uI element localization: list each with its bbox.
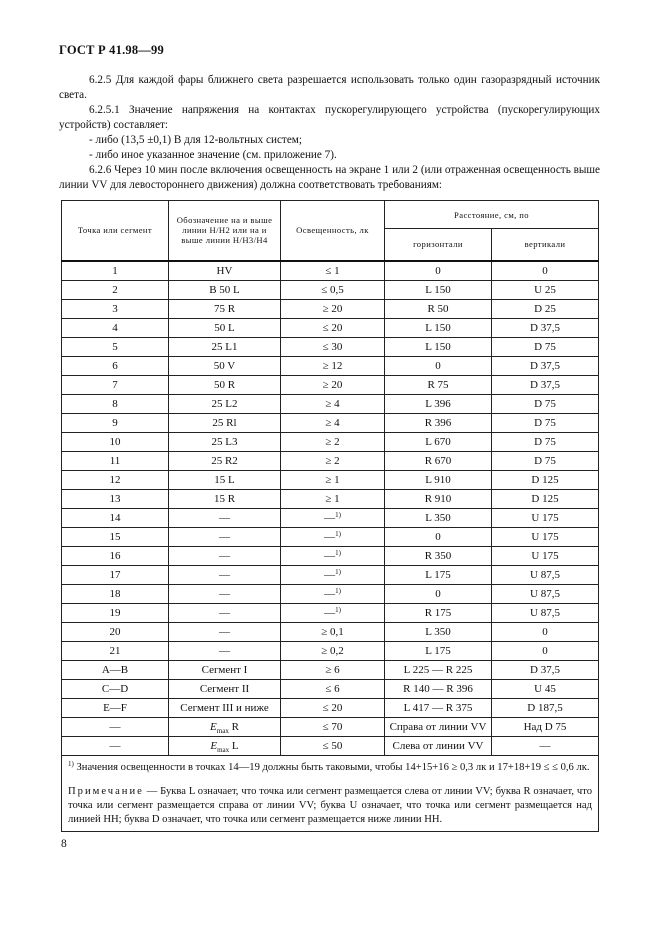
cell-vertical: D 75 [492, 451, 599, 470]
table-row [62, 318, 599, 337]
footnote-ref: 1) [335, 586, 341, 595]
cell-point: 17 [62, 565, 169, 584]
table-row [62, 489, 599, 508]
cell-horizontal: L 417 — R 375 [385, 698, 492, 717]
header-designation: Обозначение на и выше линии H/H2 или на и выше линии H/H3/H4 [169, 201, 281, 261]
header-vertical: вертикали [492, 229, 599, 261]
paragraph-6-2-6: 6.2.6 Через 10 мин после включения освещенность на экране 1 или 2 (или отраженная освещенность выше линии VV для левостороннего движения) должна соответствовать требованиям: [59, 164, 600, 191]
cell-point: — [62, 736, 169, 755]
footnote-ref: 1) [335, 529, 341, 538]
cell-point: 2 [62, 280, 169, 299]
table-row [62, 622, 599, 641]
table-row [62, 375, 599, 394]
paragraph-list-item-1: - либо (13,5 ±0,1) В для 12-вольтных систем; [89, 134, 302, 146]
cell-vertical: D 125 [492, 489, 599, 508]
table-row [62, 565, 599, 584]
illuminance-value: — [324, 606, 336, 619]
table-row [62, 508, 599, 527]
table-row [62, 679, 599, 698]
cell-illuminance: ≤ 70 [281, 717, 385, 736]
footnote-ref: 1) [335, 510, 341, 519]
cell-point: 15 [62, 527, 169, 546]
footnote [68, 761, 592, 775]
note-label: Примечание [68, 785, 144, 797]
cell-designation: B 50 L [169, 280, 281, 299]
cell-vertical: U 175 [492, 508, 599, 527]
cell-horizontal: R 75 [385, 375, 492, 394]
cell-point: A—B [62, 660, 169, 679]
table-row [62, 413, 599, 432]
cell-designation: HV [169, 261, 281, 281]
cell-vertical: D 25 [492, 299, 599, 318]
cell-vertical: U 87,5 [492, 565, 599, 584]
cell-horizontal: R 910 [385, 489, 492, 508]
cell-illuminance [281, 527, 385, 546]
table-row [62, 356, 599, 375]
cell-designation: Сегмент II [169, 679, 281, 698]
cell-point: C—D [62, 679, 169, 698]
illuminance-value: — [324, 568, 336, 581]
cell-vertical: D 37,5 [492, 318, 599, 337]
cell-designation [169, 717, 281, 736]
cell-designation: 25 L1 [169, 337, 281, 356]
cell-vertical: U 45 [492, 679, 599, 698]
cell-vertical: U 175 [492, 527, 599, 546]
cell-point: 7 [62, 375, 169, 394]
cell-designation [169, 736, 281, 755]
cell-illuminance: ≥ 2 [281, 432, 385, 451]
note-text: — Буква L означает, что точка или сегмент размещается слева от линии VV; буква R означает, что точка или сегмент размещается справа от линии VV; буква U означает, что точка или сегмент размещается над линией HH; буква D означает, что точка или сегмент размещается ниже линии HH. [68, 785, 592, 825]
cell-vertical: U 25 [492, 280, 599, 299]
cell-horizontal: 0 [385, 584, 492, 603]
cell-designation: 15 L [169, 470, 281, 489]
cell-vertical: D 75 [492, 394, 599, 413]
table-row [62, 698, 599, 717]
table-row [62, 736, 599, 755]
cell-horizontal: L 225 — R 225 [385, 660, 492, 679]
cell-designation: 75 R [169, 299, 281, 318]
cell-illuminance: ≥ 20 [281, 299, 385, 318]
cell-designation: 50 R [169, 375, 281, 394]
emax-side: L [231, 739, 239, 752]
cell-point: 3 [62, 299, 169, 318]
cell-illuminance [281, 508, 385, 527]
cell-designation: — [169, 546, 281, 565]
cell-vertical: 0 [492, 641, 599, 660]
table-row [62, 299, 599, 318]
paragraph-6-2-5: 6.2.5 Для каждой фары ближнего света разрешается использовать только один газоразрядный источник света. [59, 74, 600, 101]
cell-horizontal: R 140 — R 396 [385, 679, 492, 698]
cell-horizontal: L 175 [385, 565, 492, 584]
table-row [62, 451, 599, 470]
illuminance-value: — [324, 530, 336, 543]
cell-vertical: U 87,5 [492, 603, 599, 622]
paragraph-list-item-2: - либо иное указанное значение (см. приложение 7). [89, 149, 337, 161]
cell-illuminance: ≥ 1 [281, 470, 385, 489]
cell-point: 14 [62, 508, 169, 527]
cell-illuminance [281, 584, 385, 603]
cell-illuminance: ≤ 20 [281, 318, 385, 337]
cell-designation: 15 R [169, 489, 281, 508]
document-header: ГОСТ Р 41.98—99 [59, 43, 164, 57]
cell-point: 9 [62, 413, 169, 432]
cell-designation: — [169, 641, 281, 660]
cell-vertical: D 37,5 [492, 660, 599, 679]
cell-point: 12 [62, 470, 169, 489]
cell-horizontal: L 150 [385, 280, 492, 299]
cell-horizontal: R 670 [385, 451, 492, 470]
cell-horizontal: L 150 [385, 337, 492, 356]
table-row [62, 470, 599, 489]
cell-designation: Сегмент III и ниже [169, 698, 281, 717]
cell-horizontal: 0 [385, 261, 492, 281]
emax-side: R [231, 720, 239, 733]
cell-illuminance: ≤ 6 [281, 679, 385, 698]
cell-vertical: D 75 [492, 337, 599, 356]
cell-designation: 25 Rl [169, 413, 281, 432]
cell-horizontal: R 396 [385, 413, 492, 432]
emax-symbol: E [210, 720, 217, 733]
cell-illuminance: ≤ 30 [281, 337, 385, 356]
cell-designation: 25 L3 [169, 432, 281, 451]
cell-point: 11 [62, 451, 169, 470]
cell-illuminance: ≥ 1 [281, 489, 385, 508]
cell-point: 6 [62, 356, 169, 375]
cell-vertical: D 187,5 [492, 698, 599, 717]
cell-horizontal: L 350 [385, 508, 492, 527]
cell-vertical: Над D 75 [492, 717, 599, 736]
cell-point: 4 [62, 318, 169, 337]
cell-illuminance [281, 546, 385, 565]
cell-point: 16 [62, 546, 169, 565]
cell-horizontal: 0 [385, 356, 492, 375]
table-row [62, 280, 599, 299]
footnote-ref: 1) [335, 605, 341, 614]
cell-point: E—F [62, 698, 169, 717]
emax-symbol: E [210, 739, 218, 752]
cell-designation: 25 L2 [169, 394, 281, 413]
cell-vertical: D 125 [492, 470, 599, 489]
footnote-ref: 1) [335, 548, 341, 557]
cell-designation: Сегмент I [169, 660, 281, 679]
cell-illuminance: ≥ 6 [281, 660, 385, 679]
cell-point: 19 [62, 603, 169, 622]
footnote-mark: 1) [68, 759, 74, 768]
cell-point: 8 [62, 394, 169, 413]
cell-illuminance: ≥ 4 [281, 394, 385, 413]
cell-vertical: — [492, 736, 599, 755]
table-row [62, 527, 599, 546]
cell-vertical: D 75 [492, 413, 599, 432]
cell-designation: — [169, 603, 281, 622]
cell-horizontal: L 150 [385, 318, 492, 337]
illuminance-table [61, 200, 599, 832]
cell-illuminance: ≥ 4 [281, 413, 385, 432]
cell-vertical: D 37,5 [492, 375, 599, 394]
table-row [62, 717, 599, 736]
cell-vertical: U 87,5 [492, 584, 599, 603]
cell-horizontal: R 175 [385, 603, 492, 622]
cell-horizontal: 0 [385, 527, 492, 546]
cell-designation: — [169, 622, 281, 641]
cell-illuminance: ≥ 20 [281, 375, 385, 394]
emax-subscript: max [216, 726, 229, 735]
cell-point: 1 [62, 261, 169, 281]
cell-point: 10 [62, 432, 169, 451]
table-notes [62, 755, 599, 831]
cell-horizontal: R 50 [385, 299, 492, 318]
cell-designation: — [169, 527, 281, 546]
cell-designation: 50 V [169, 356, 281, 375]
table-row [62, 337, 599, 356]
cell-point: 18 [62, 584, 169, 603]
table-row [62, 394, 599, 413]
cell-point: — [62, 717, 169, 736]
cell-horizontal: Слева от линии VV [385, 736, 492, 755]
cell-vertical: D 37,5 [492, 356, 599, 375]
cell-illuminance: ≥ 12 [281, 356, 385, 375]
table-row [62, 641, 599, 660]
cell-horizontal: L 175 [385, 641, 492, 660]
table-row [62, 546, 599, 565]
cell-illuminance: ≤ 20 [281, 698, 385, 717]
cell-designation: — [169, 565, 281, 584]
illuminance-value: — [324, 549, 336, 562]
footnote-ref: 1) [335, 567, 341, 576]
cell-horizontal: Справа от линии VV [385, 717, 492, 736]
header-horizontal: горизонтали [385, 229, 492, 261]
emax-subscript: max [217, 745, 230, 754]
note [68, 785, 592, 827]
cell-illuminance: ≥ 0,1 [281, 622, 385, 641]
header-illuminance: Освещенность, лк [281, 201, 385, 261]
cell-illuminance: ≤ 1 [281, 261, 385, 281]
cell-point: 13 [62, 489, 169, 508]
cell-designation: — [169, 508, 281, 527]
cell-vertical: 0 [492, 261, 599, 281]
cell-illuminance: ≤ 50 [281, 736, 385, 755]
table-row [62, 584, 599, 603]
footnote-text: Значения освещенности в точках 14—19 должны быть таковыми, чтобы 14+15+16 ≥ 0,3 лк и 17+18+19 ≤ ≤ 0,6 лк. [76, 761, 590, 773]
header-point: Точка или сегмент [62, 201, 169, 261]
cell-illuminance [281, 565, 385, 584]
cell-designation: 25 R2 [169, 451, 281, 470]
cell-illuminance: ≥ 0,2 [281, 641, 385, 660]
cell-designation: — [169, 584, 281, 603]
cell-point: 20 [62, 622, 169, 641]
page-number: 8 [61, 838, 67, 850]
cell-point: 21 [62, 641, 169, 660]
table-row [62, 261, 599, 281]
cell-horizontal: L 396 [385, 394, 492, 413]
cell-vertical: U 175 [492, 546, 599, 565]
cell-illuminance: ≤ 0,5 [281, 280, 385, 299]
illuminance-value: — [324, 587, 336, 600]
table-body [62, 261, 599, 756]
header-distance: Расстояние, см, по [385, 201, 599, 229]
table-row [62, 603, 599, 622]
cell-horizontal: L 350 [385, 622, 492, 641]
paragraph-6-2-5-1: 6.2.5.1 Значение напряжения на контактах пускорегулирующего устройства (пускорегулирующих устройств) составляет: [59, 104, 600, 131]
table-row [62, 432, 599, 451]
cell-horizontal: L 670 [385, 432, 492, 451]
cell-designation: 50 L [169, 318, 281, 337]
cell-vertical: D 75 [492, 432, 599, 451]
cell-horizontal: R 350 [385, 546, 492, 565]
cell-vertical: 0 [492, 622, 599, 641]
cell-point: 5 [62, 337, 169, 356]
table-row [62, 660, 599, 679]
cell-illuminance [281, 603, 385, 622]
cell-horizontal: L 910 [385, 470, 492, 489]
illuminance-value: — [324, 511, 336, 524]
cell-illuminance: ≥ 2 [281, 451, 385, 470]
